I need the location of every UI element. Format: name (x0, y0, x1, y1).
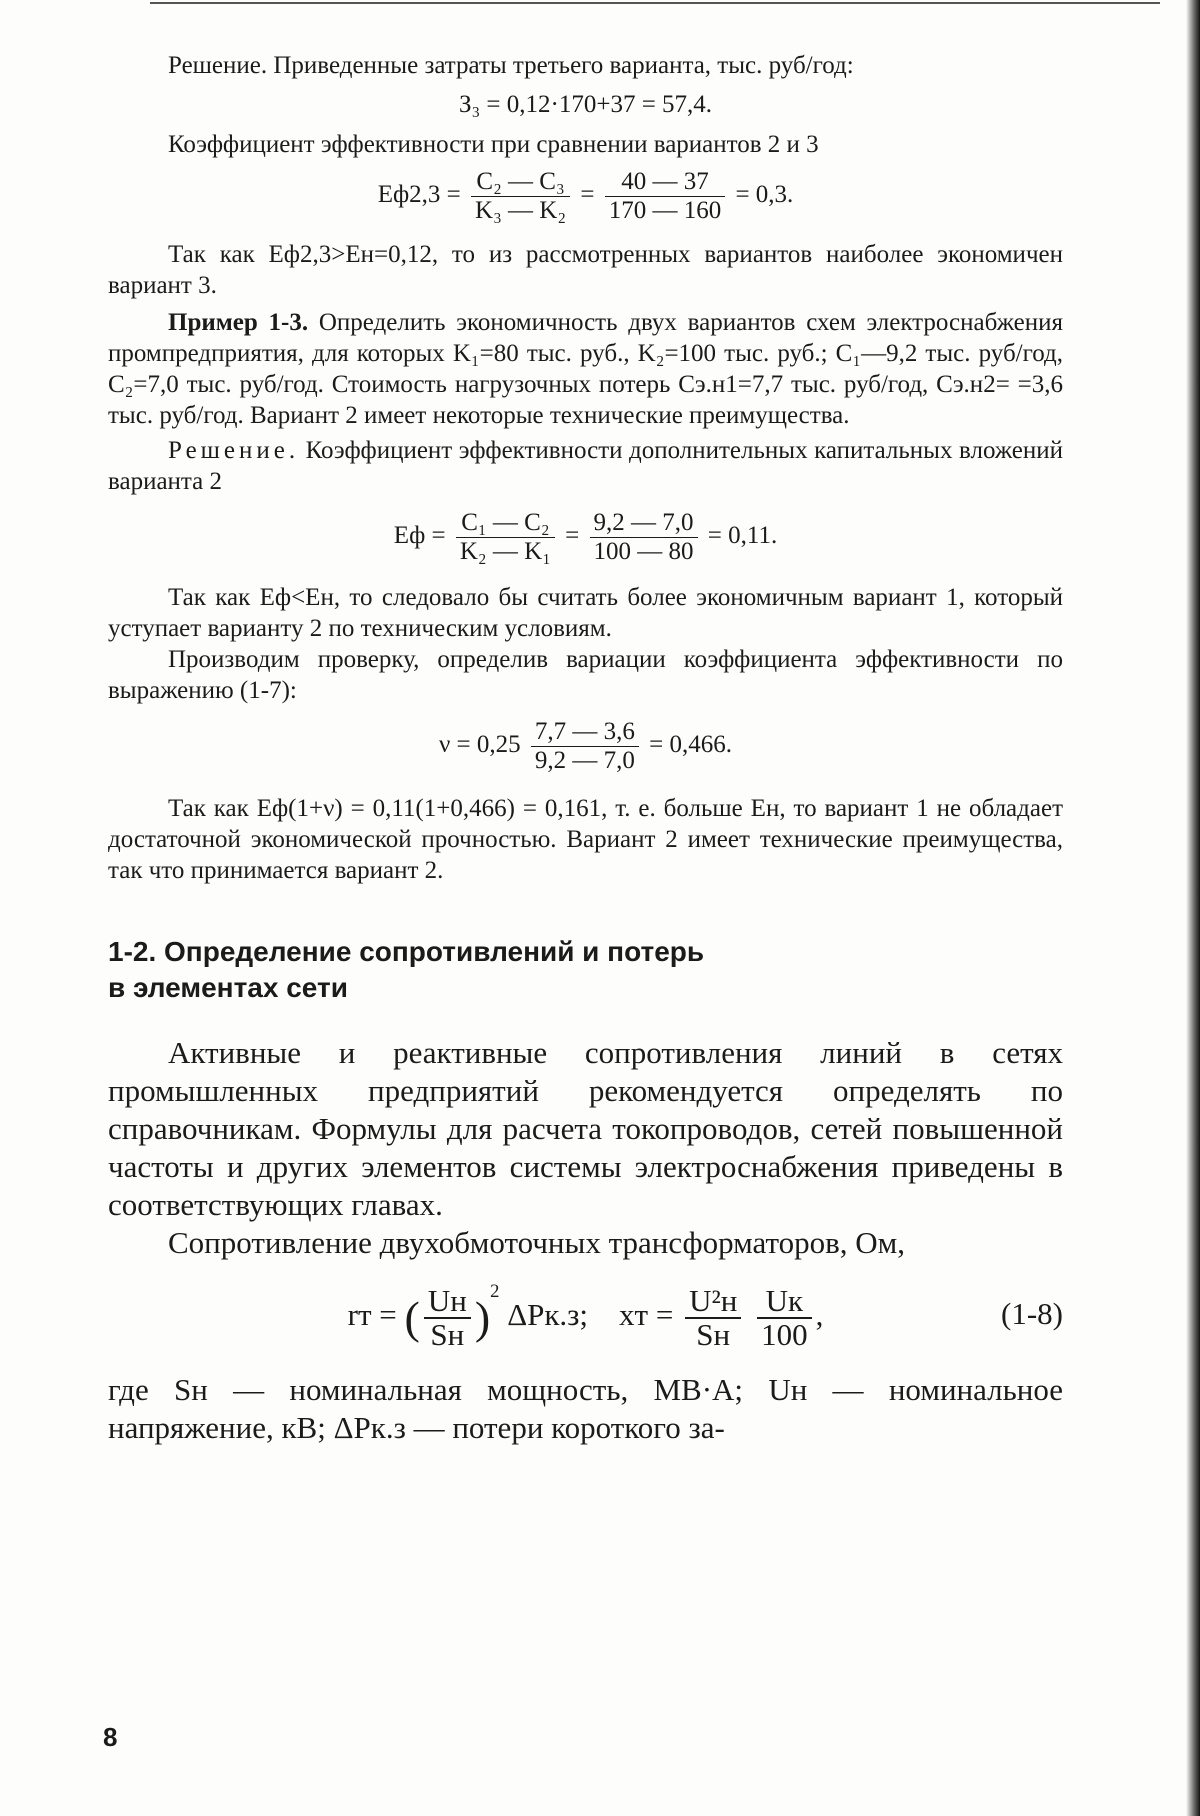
formula-1-8 (108, 1274, 1063, 1351)
paragraph-resistances: Активные и реактивные сопротивления линий в сетях промышленных предприятий рекомендуется определять по справочникам. Формулы для расчета токопроводов, сетей повышенной частоты и других элементов системы электроснабжения приведены в соответствующих главах. (108, 1034, 1063, 1224)
formula-r-tail: ΔPк.з; (507, 1297, 588, 1332)
formula-x-den2: 100 (757, 1319, 812, 1351)
formula-nu (108, 718, 1063, 775)
solution-label: Решение. (168, 437, 299, 464)
example-1-3-paragraph (108, 307, 1063, 431)
formula-nu-num: 7,7 — 3,6 (531, 718, 639, 747)
solution-text: Коэффициент эффективности дополнительных капитальных вложений варианта 2 (108, 437, 1063, 495)
section-heading (108, 934, 1063, 1006)
formula-nu-den: 9,2 — 7,0 (531, 747, 639, 775)
formula-ef23-den2: 170 — 160 (605, 197, 726, 225)
paragraph-check: Производим проверку, определив вариации коэффициента эффективности по выражению (1-7): (108, 644, 1063, 706)
formula-x-fraction-1 (685, 1285, 741, 1351)
formula-ef-fraction-2 (590, 509, 698, 566)
paren-close: ) (475, 1292, 490, 1343)
formula-z3: З₃ = 0,12·170+37 = 57,4. (108, 89, 1063, 121)
formula-x-num2: Uк (757, 1285, 812, 1319)
formula-x-tail: , (816, 1297, 824, 1332)
page-content (108, 50, 1063, 1447)
formula-ef23-lhs: Eф2,3 = (378, 181, 461, 208)
formula-r-den: Sн (424, 1319, 471, 1351)
solution-paragraph-1: Решение. Приведенные затраты третьего варианта, тыс. руб/год: (108, 50, 1063, 81)
formula-ef23-fraction-1 (471, 168, 570, 225)
formula-r-fraction (424, 1285, 471, 1351)
formula-x-fraction-2 (757, 1285, 812, 1351)
paragraph-where: где Sн — номинальная мощность, МВ·А; Uн — номинальное напряжение, кВ; ΔPк.з — потери короткого за- (108, 1371, 1063, 1447)
paragraph-conclusion-variant-3: Так как Eф2,3>Eн=0,12, то из рассмотренных вариантов наиболее экономичен вариант 3. (108, 239, 1063, 301)
paragraph-efficiency-2-3: Коэффициент эффективности при сравнении вариантов 2 и 3 (108, 129, 1063, 160)
formula-ef-den1: K₂ — K₁ (456, 538, 555, 566)
section-heading-line-1: 1-2. Определение сопротивлений и потерь (108, 934, 1063, 970)
formula-ef23-den1: K₃ — K₂ (471, 197, 570, 225)
example-label: Пример 1-3. (168, 309, 308, 336)
formula-ef (108, 509, 1063, 566)
formula-r-lhs: rт = (348, 1297, 397, 1332)
formula-ef-num1: C₁ — C₂ (456, 509, 555, 538)
formula-ef23-fraction-2 (605, 168, 726, 225)
example-text: Определить экономичность двух вариантов схем электроснабжения промпредприятия, для которых K₁=80 тыс. руб., K₂=100 тыс. руб.; C₁—9,2 тыс. руб/год, C₂=7,0 тыс. руб/год. Стоимость нагрузочных потерь Cэ.н1=7,7 тыс. руб/год, Cэ.н2= =3,6 тыс. руб/год. Вариант 2 имеет некоторые технические преимущества. (108, 309, 1063, 429)
formula-x-num1: U²н (685, 1285, 741, 1319)
equals-sign: = (565, 522, 579, 549)
book-page (0, 0, 1200, 1816)
paragraph-variant-1: Так как Eф<Eн, то следовало бы считать более экономичным вариант 1, который уступает варианту 2 по техническим условиям. (108, 582, 1063, 644)
page-edge-shadow (1186, 0, 1200, 1816)
solution-paragraph-2 (108, 435, 1063, 497)
formula-ef23 (108, 168, 1063, 225)
formula-ef23-rhs: = 0,3. (735, 181, 793, 208)
equation-number: (1-8) (1001, 1296, 1063, 1332)
formula-nu-fraction (531, 718, 639, 775)
formula-ef-den2: 100 — 80 (590, 538, 698, 566)
formula-ef-rhs: = 0,11. (708, 522, 777, 549)
formula-r-num: Uн (424, 1285, 471, 1319)
formula-ef-fraction-1 (456, 509, 555, 566)
formula-ef-num2: 9,2 — 7,0 (590, 509, 698, 538)
page-top-rule (150, 2, 1160, 4)
equals-sign: = (580, 181, 594, 208)
formula-nu-rhs: = 0,466. (649, 731, 732, 758)
formula-nu-lhs: ν = 0,25 (439, 731, 521, 758)
square-exponent: 2 (490, 1281, 499, 1302)
page-number: 8 (103, 1722, 117, 1753)
formula-ef23-num1: C₂ — C₃ (471, 168, 570, 197)
formula-ef-lhs: Eф = (394, 522, 446, 549)
section-heading-line-2: в элементах сети (108, 970, 1063, 1006)
paren-open: ( (405, 1292, 420, 1343)
formula-x-den1: Sн (685, 1319, 741, 1351)
paragraph-transformer-resistance: Сопротивление двухобмоточных трансформаторов, Ом, (108, 1224, 1063, 1262)
formula-x-lhs: xт = (619, 1297, 673, 1332)
paragraph-final-decision: Так как Eф(1+ν) = 0,11(1+0,466) = 0,161, т. е. больше Eн, то вариант 1 не обладает достаточной экономической прочностью. Вариант 2 имеет технические преимущества, так что принимается вариант 2. (108, 793, 1063, 886)
formula-ef23-num2: 40 — 37 (605, 168, 726, 197)
